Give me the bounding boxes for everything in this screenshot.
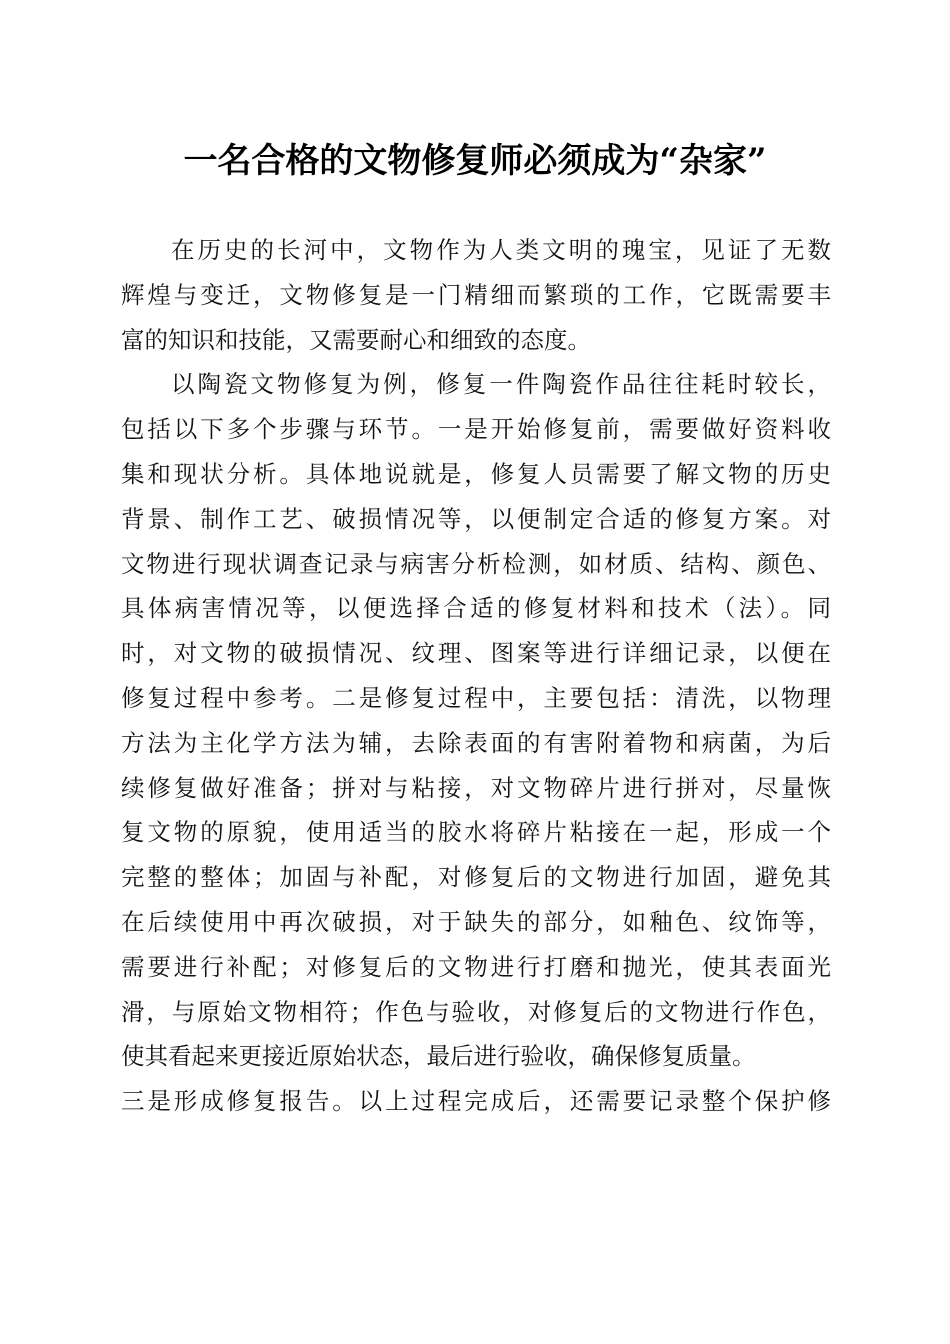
paragraph-line: 滑，与原始文物相符；作色与验收，对修复后的文物进行作色， [121,997,831,1026]
paragraph-line: 复文物的原貌，使用适当的胶水将碎片粘接在一起，形成一个 [121,818,831,847]
paragraph-line: 在后续使用中再次破损，对于缺失的部分，如釉色、纹饰等， [121,907,831,936]
paragraph-line: 三是形成修复报告。以上过程完成后，还需要记录整个保护修 [121,1087,831,1116]
paragraph-line: 包括以下多个步骤与环节。一是开始修复前，需要做好资料收 [121,415,831,444]
paragraph-line: 在历史的长河中，文物作为人类文明的瑰宝，见证了无数 [171,236,831,264]
paragraph-line: 辉煌与变迁，文物修复是一门精细而繁琐的工作，它既需要丰 [121,280,831,309]
paragraph-1 [121,228,831,362]
paragraph-line: 以陶瓷文物修复为例，修复一件陶瓷作品往往耗时较长， [171,370,831,399]
paragraph-line: 具体病害情况等，以便选择合适的修复材料和技术（法）。同 [121,594,831,623]
paragraph-line: 使其看起来更接近原始状态，最后进行验收，确保修复质量。 [121,1042,756,1071]
paragraph-line: 集和现状分析。具体地说就是，修复人员需要了解文物的历史 [121,459,831,488]
paragraph-line: 背景、制作工艺、破损情况等，以便制定合适的修复方案。对 [121,504,831,533]
document-title: 一名合格的文物修复师必须成为“杂家” [183,141,767,181]
paragraph-line: 富的知识和技能，又需要耐心和细致的态度。 [121,325,591,354]
paragraph-line: 修复过程中参考。二是修复过程中，主要包括：清洗，以物理 [121,683,831,712]
paragraph-line: 时，对文物的破损情况、纹理、图案等进行详细记录，以便在 [121,639,831,668]
paragraph-line: 方法为主化学方法为辅，去除表面的有害附着物和病菌，为后 [121,728,831,757]
paragraph-line: 文物进行现状调查记录与病害分析检测，如材质、结构、颜色、 [121,549,831,578]
paragraph-line: 续修复做好准备；拼对与粘接，对文物碎片进行拼对，尽量恢 [121,773,831,802]
paragraph-line: 需要进行补配；对修复后的文物进行打磨和抛光，使其表面光 [121,952,831,981]
paragraph-2 [121,362,831,1124]
paragraph-line: 完整的整体；加固与补配，对修复后的文物进行加固，避免其 [121,863,831,892]
document-body [121,228,831,1124]
